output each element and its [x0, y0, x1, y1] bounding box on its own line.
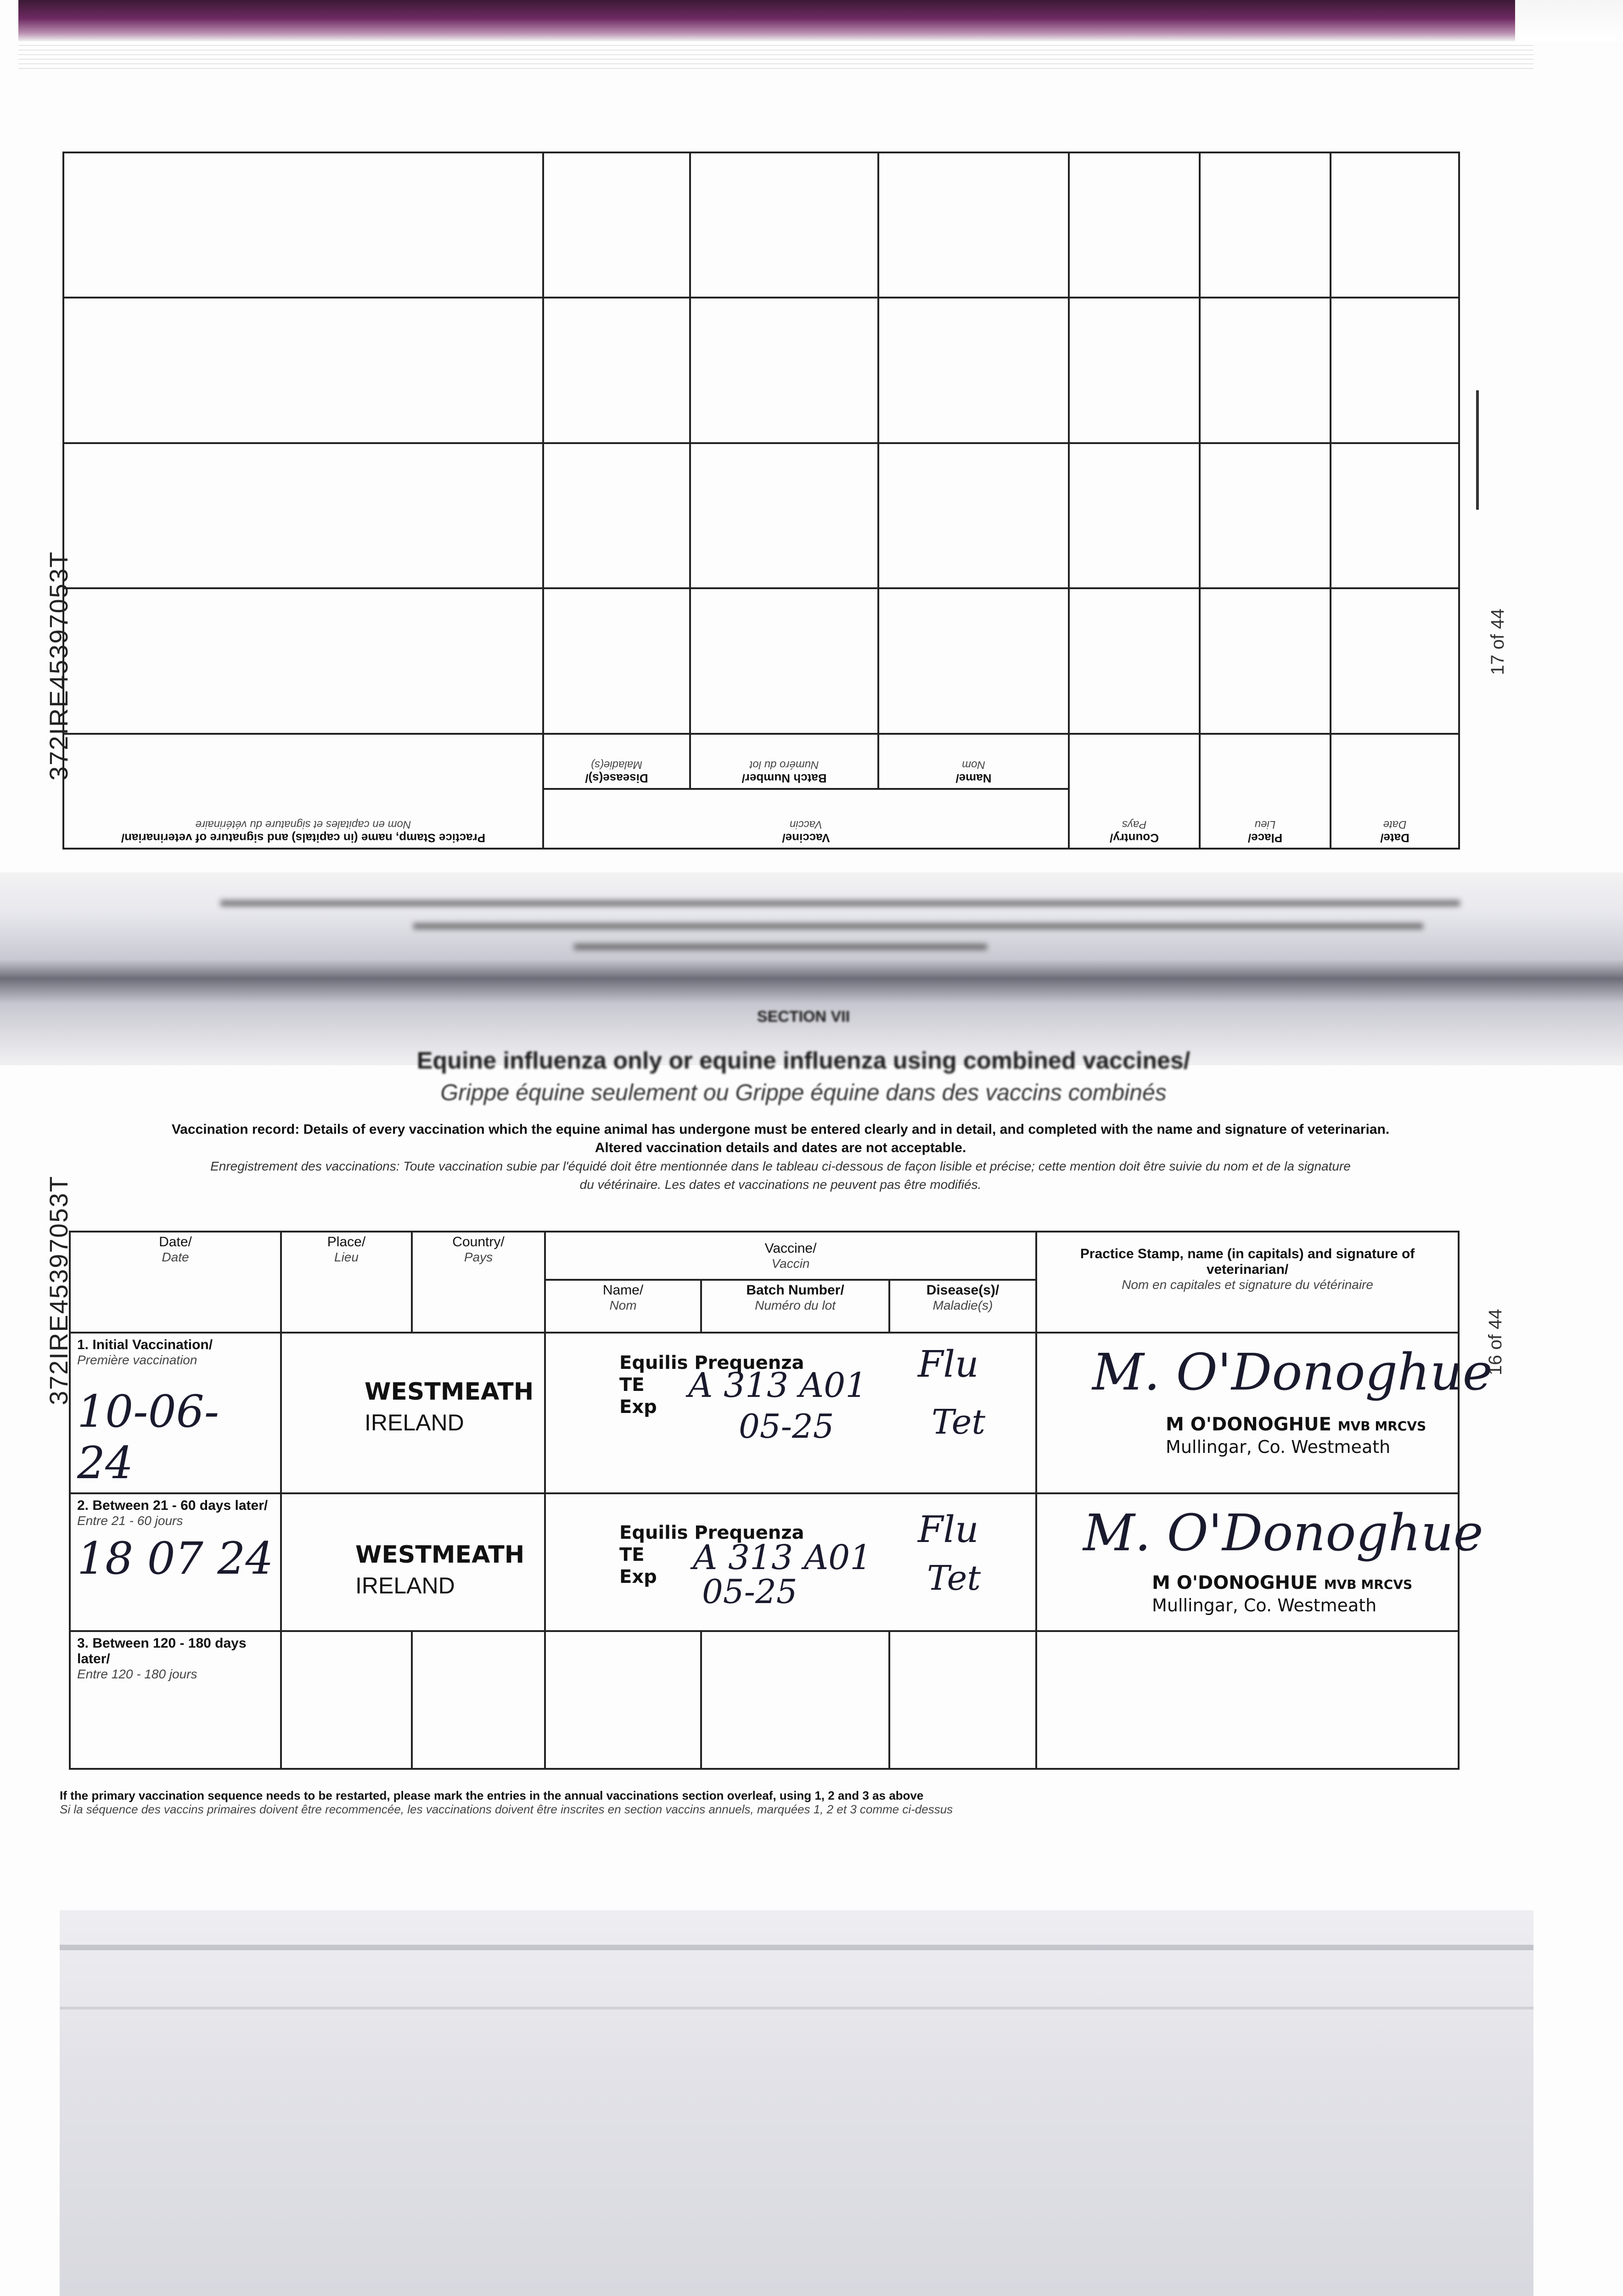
row-3-name [545, 1631, 701, 1769]
row-1-vaccine-name: Equilis Prequenza [619, 1352, 804, 1373]
row-1-vaccine [545, 1333, 1036, 1493]
table-row [70, 1333, 1459, 1493]
row-3-date-cell [70, 1631, 281, 1769]
upper-vaccination-table [64, 152, 1460, 850]
scan-top-edge [18, 0, 1533, 41]
footnote-fr: Si la séquence des vaccins primaires doivent être recommencée, les vaccinations doivent être inscrites en section vaccins annuels, marquées 1, 2 et 3 comme ci-dessus [60, 1802, 953, 1816]
blurred-text-line [574, 944, 987, 950]
row-2-place-country [281, 1493, 545, 1631]
upper-cell [878, 443, 1069, 589]
instructions-line-2: Altered vaccination details and dates are not acceptable. [595, 1140, 966, 1155]
header-batch: Batch Number/ Numéro du lot [701, 1280, 889, 1333]
row-1-label: 1. Initial Vaccination/ [77, 1337, 213, 1352]
upper-cell [1200, 298, 1331, 444]
upper-header-name: Name/ Nom [878, 734, 1069, 789]
upper-cell [543, 298, 690, 444]
upper-cell [543, 152, 690, 298]
upper-cell [690, 298, 878, 444]
header-date: Date/ Date [70, 1232, 281, 1333]
row-1-stamp-address: Mullingar, Co. Westmeath [1166, 1437, 1391, 1457]
row-2-label: 2. Between 21 - 60 days later/ [77, 1498, 268, 1513]
row-3-label: 3. Between 120 - 180 days later/ [77, 1636, 247, 1666]
upper-cell [543, 443, 690, 589]
row-3-place [281, 1631, 412, 1769]
row-2-label-fr: Entre 21 - 60 jours [77, 1514, 183, 1528]
row-1-country: IRELAND [365, 1410, 464, 1435]
upper-cell [878, 152, 1069, 298]
header-name: Name/ Nom [545, 1280, 701, 1333]
row-1-date: 10-06-24 [77, 1386, 219, 1489]
row-2-vaccine [545, 1493, 1036, 1631]
upper-cell [1069, 589, 1200, 734]
row-1-disease-1: Flu [918, 1343, 979, 1385]
upper-cell [63, 443, 543, 589]
row-3-disease [889, 1631, 1036, 1769]
document-id-upper: 372IRE45397053T [44, 551, 73, 781]
vaccination-record-table [69, 1231, 1493, 1770]
row-3-country [412, 1631, 545, 1769]
row-2-stamp-name: M O'DONOGHUE MVB MRCVS [1152, 1572, 1413, 1593]
upper-cell [1331, 298, 1459, 444]
table-row [70, 1631, 1459, 1769]
upper-cell [878, 589, 1069, 734]
upper-cell [690, 589, 878, 734]
row-2-stamp-address: Mullingar, Co. Westmeath [1152, 1595, 1377, 1615]
section-title-fr: Grippe équine seulement ou Grippe équine dans des vaccins combinés [440, 1080, 1167, 1105]
upper-cell [1331, 589, 1459, 734]
upper-header-date: Date/ Date [1331, 734, 1459, 849]
row-3-label-fr: Entre 120 - 180 jours [77, 1667, 197, 1681]
row-2-exp: 05-25 [702, 1572, 797, 1611]
upper-cell [63, 589, 543, 734]
header-vaccine: Vaccine/ Vaccin [545, 1232, 1036, 1280]
section-title: Equine influenza only or equine influenza using combined vaccines/ [416, 1047, 1191, 1074]
row-3-stamp [1036, 1631, 1459, 1769]
row-2-vaccine-name: Equilis Prequenza [619, 1522, 804, 1543]
upper-header-vaccine: Vaccine/ Vaccin [543, 789, 1069, 849]
instructions-line-1: Vaccination record: Details of every vaccination which the equine animal has undergone must be entered clearly and in detail, and completed with the name and signature of veterinarian. [171, 1122, 1390, 1137]
upper-header-batch: Batch Number/ Numéro du lot [690, 734, 878, 789]
row-2-batch: A 313 A01 [693, 1538, 872, 1577]
upper-cell [1200, 152, 1331, 298]
upper-cell [63, 298, 543, 444]
row-1-label-fr: Première vaccination [77, 1353, 197, 1367]
section-heading: SECTION VII [757, 1008, 850, 1025]
row-2-date: 18 07 24 [77, 1533, 274, 1584]
cover-edge-line [60, 2007, 1533, 2009]
row-2-stamp [1036, 1493, 1483, 1631]
row-2-vaccine-exp-label: Exp [619, 1566, 657, 1587]
back-cover [60, 1910, 1533, 2296]
row-2-date-cell [70, 1493, 281, 1631]
ruled-edge [18, 41, 1533, 69]
row-1-disease-2: Tet [932, 1402, 986, 1442]
row-1-date-cell [70, 1333, 281, 1493]
footnote [60, 1789, 1483, 1816]
row-1-batch: A 313 A01 [688, 1366, 867, 1405]
upper-cell [1069, 152, 1200, 298]
row-1-place: WESTMEATH [365, 1378, 534, 1406]
upper-cell [690, 443, 878, 589]
instructions-line-3: Enregistrement des vaccinations: Toute vaccination subie par l'équidé doit être mentionnée dans le tableau ci-dessous de façon lisible et précise; cette mention doit être suivie du nom et de la signature [210, 1159, 1351, 1173]
upper-cell [1069, 443, 1200, 589]
cover-edge [60, 1945, 1533, 1950]
upper-cell [1200, 589, 1331, 734]
header-stamp: Practice Stamp, name (in capitals) and signature of veterinarian/ Nom en capitales et signature du vétérinaire [1036, 1232, 1459, 1333]
upper-cell [63, 152, 543, 298]
row-2-place: WESTMEATH [355, 1541, 525, 1569]
document-id-lower: 372IRE45397053T [44, 1175, 73, 1405]
row-2-disease-2: Tet [927, 1559, 981, 1598]
row-2-signature: M. O'Donoghue [1083, 1503, 1483, 1562]
header-place: Place/ Lieu [281, 1232, 412, 1333]
instructions-line-4: du vétérinaire. Les dates et vaccinations ne peuvent pas être modifiés. [579, 1177, 982, 1192]
upper-header-place: Place/ Lieu [1200, 734, 1331, 849]
row-1-stamp-name: M O'DONOGHUE MVB MRCVS [1166, 1414, 1426, 1435]
page-number-upper: 17 of 44 [1488, 608, 1508, 675]
upper-cell [1069, 298, 1200, 444]
row-3-batch [701, 1631, 889, 1769]
upper-cell [1331, 443, 1459, 589]
header-country: Country/ Pays [412, 1232, 545, 1333]
margin-mark [1476, 390, 1479, 510]
row-1-exp: 05-25 [739, 1407, 834, 1446]
blurred-text-line [413, 923, 1423, 929]
row-1-vaccine-exp-label: Exp [619, 1396, 657, 1418]
row-2-country: IRELAND [355, 1573, 455, 1598]
row-1-signature: M. O'Donoghue [1092, 1343, 1493, 1401]
upper-header-stamp: Practice Stamp, name (in capitals) and signature of veterinarian/ Nom en capitales et signature du vétérinaire [63, 734, 543, 849]
upper-cell [543, 589, 690, 734]
row-2-disease-1: Flu [918, 1508, 979, 1551]
table-row [70, 1493, 1459, 1631]
row-2-vaccine-te: TE [619, 1544, 645, 1565]
instructions [69, 1120, 1492, 1194]
upper-cell [1200, 443, 1331, 589]
page-number-lower: 16 of 44 [1485, 1309, 1505, 1375]
upper-cell [878, 298, 1069, 444]
footnote-en: If the primary vaccination sequence needs to be restarted, please mark the entries in the annual vaccinations section overleaf, using 1, 2 and 3 as above [60, 1789, 924, 1802]
blurred-text-line [220, 900, 1460, 906]
upper-header-country: Country/ Pays [1069, 734, 1200, 849]
row-1-place-country [281, 1333, 545, 1493]
row-1-vaccine-te: TE [619, 1374, 645, 1396]
header-disease: Disease(s)/ Maladie(s) [889, 1280, 1036, 1333]
upper-header-disease: Disease(s)/ Maladie(s) [543, 734, 690, 789]
upper-cell [690, 152, 878, 298]
upper-cell [1331, 152, 1459, 298]
scan-top-edge-light [1515, 0, 1623, 41]
row-1-stamp [1036, 1333, 1493, 1493]
